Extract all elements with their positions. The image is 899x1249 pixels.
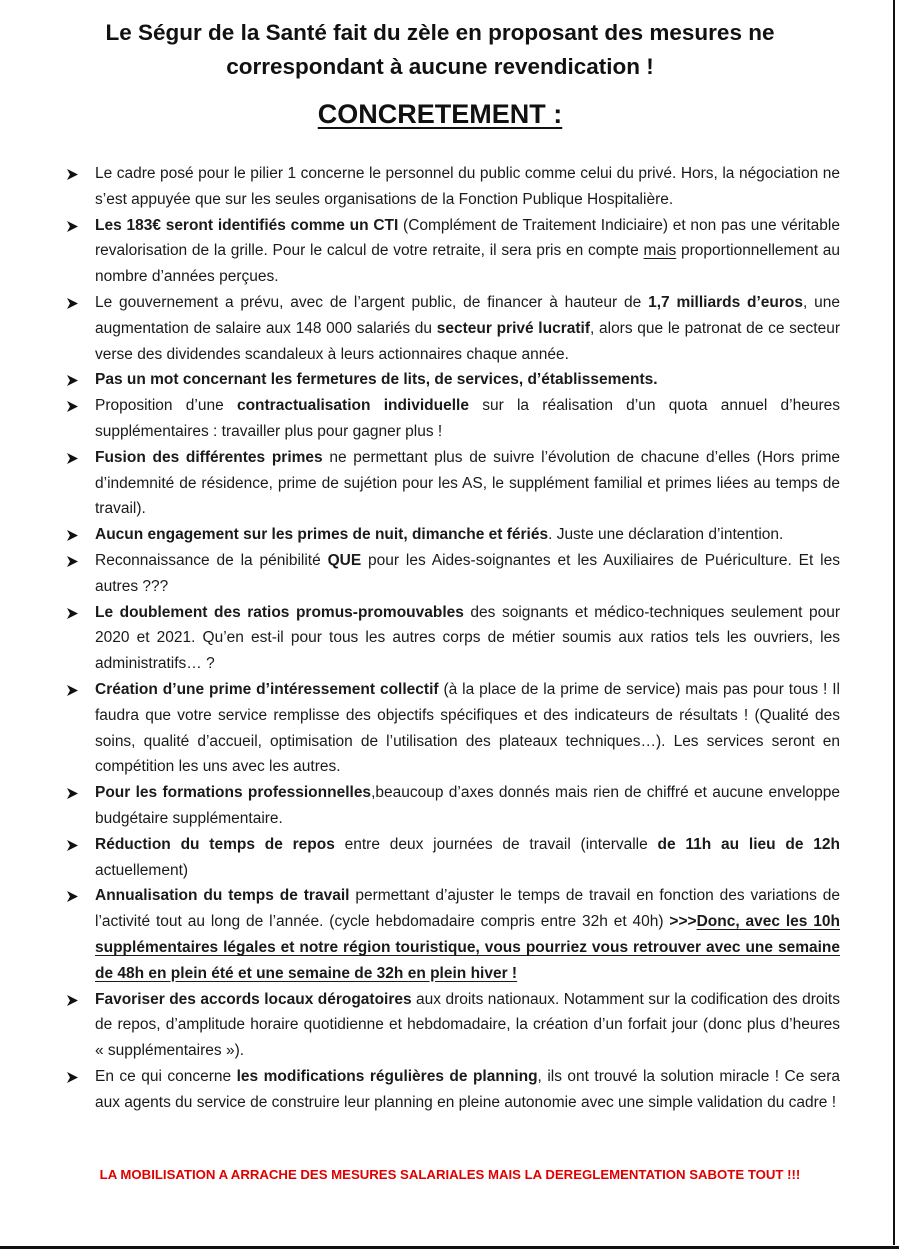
title-line-1: Le Ségur de la Santé fait du zèle en proposant des mesures ne: [105, 20, 775, 45]
item-text: aux droits nationaux. Notamment sur la codification des droits de repos, d’amplitude horaire quotidienne et hebdomadaire, la création d’un forfait jour (donc plus d’heures « supplémentaires »).: [95, 990, 840, 1060]
item-text: En ce qui concerne: [95, 1067, 237, 1085]
item-underlined-text: Donc, avec les 10h supplémentaires légales et notre région touristique, vous pourriez vous retrouver avec une semaine de 48h en plein été et une semaine de 32h en plein hiver !: [95, 913, 840, 982]
list-item: [60, 1064, 840, 1116]
item-text: des soignants et médico-techniques seulement pour 2020 et 2021. Qu’en est-il pour tous les autres corps de métier soumis aux ratios tels les ouvriers, les administratifs… ?: [95, 603, 840, 673]
item-text: , une augmentation de salaire aux 148 000 salariés du: [95, 293, 840, 337]
item-bold-text: Réduction du temps de repos: [95, 835, 335, 853]
item-bold-text: QUE: [327, 551, 362, 569]
arrowhead-bullet-icon: [67, 600, 83, 626]
arrowhead-bullet-icon: [67, 161, 83, 187]
item-text: Proposition d’une: [95, 397, 237, 415]
arrowhead-bullet-icon: [67, 290, 83, 316]
arrowhead-bullet-icon: [67, 393, 83, 419]
item-text: ne permettant plus de suivre l’évolution de chacune d’elles (Hors prime d’indemnité de résidence, prime de sujétion pour les AS, le supplément familial et primes liées au temps de travail).: [95, 448, 840, 518]
item-bold-text: secteur privé lucratif: [436, 319, 590, 337]
arrowhead-bullet-icon: [67, 1064, 83, 1090]
item-bold-text: Favoriser des accords locaux dérogatoires: [95, 990, 412, 1008]
item-text: (à la place de la prime de service) mais pas pour tous ! Il faudra que votre service remplisse des objectifs spécifiques et des indicateurs de résultats ! (Qualité des soins, qualité d’accueil, optimisation de l’utilisation des plateaux techniques…). Les services seront en compétition les uns avec les autres.: [95, 680, 840, 776]
list-item: [60, 445, 840, 522]
list-item: [60, 548, 840, 600]
list-item: [60, 161, 840, 213]
item-text: entre deux journées de travail (intervalle: [334, 835, 658, 853]
item-bold-text: Le doublement des ratios promus-promouvables: [95, 603, 464, 621]
item-text: sur la réalisation d’un quota annuel d’heures supplémentaires : travailler plus pour gagner plus !: [95, 397, 840, 440]
item-text: , ils ont trouvé la solution miracle ! Ce sera aux agents du service de construire leur planning en pleine autonomie avec une simple validation du cadre !: [95, 1067, 840, 1111]
document-title: [40, 16, 840, 84]
item-text: ,beaucoup d’axes donnés mais rien de chiffré et aucune enveloppe budgétaire supplémentaire.: [95, 784, 840, 827]
title-line-2: correspondant à aucune revendication !: [226, 54, 654, 79]
list-item: [60, 290, 840, 367]
list-item: [60, 522, 840, 548]
item-bold-text: Aucun engagement sur les primes de nuit, dimanche et fériés: [95, 526, 549, 544]
item-text: . Juste une déclaration d’intention.: [548, 526, 784, 544]
item-text: Reconnaissance de la pénibilité: [95, 551, 328, 569]
item-text: pour les Aides-soignantes et les Auxiliaires de Puériculture. Et les autres ???: [95, 551, 840, 595]
item-bold-text: les modifications régulières de planning: [236, 1067, 538, 1085]
arrowhead-bullet-icon: [67, 367, 83, 393]
arrowhead-bullet-icon: [67, 987, 83, 1013]
list-item: [60, 393, 840, 445]
item-underlined-text: mais: [643, 242, 677, 260]
list-item: [60, 677, 840, 780]
page-border-right: [893, 0, 895, 1245]
item-bold-text: Pour les formations professionnelles: [95, 784, 372, 802]
list-item: [60, 213, 840, 290]
item-text: Le cadre posé pour le pilier 1 concerne le personnel du public comme celui du privé. Hors, la négociation ne s’est appuyée que sur les seules organisations de la Fonction Publique Hospitalière.: [95, 165, 840, 208]
item-bold-text: 1,7 milliards d’euros: [648, 293, 803, 311]
item-bold-text: Pas un mot concernant les fermetures de lits, de services, d’établissements.: [95, 371, 658, 389]
bullet-list: [60, 161, 840, 1115]
item-bold-text: >>>: [669, 913, 697, 931]
item-bold-text: contractualisation individuelle: [236, 397, 469, 415]
arrowhead-bullet-icon: [67, 213, 83, 239]
footer-slogan: LA MOBILISATION A ARRACHE DES MESURES SALARIALES MAIS LA DEREGLEMENTATION SABOTE TOUT !!!: [99, 1167, 801, 1182]
item-bold-text: Création d’une prime d’intéressement collectif: [95, 680, 439, 698]
arrowhead-bullet-icon: [67, 780, 83, 806]
arrowhead-bullet-icon: [67, 445, 83, 471]
item-text: (Complément de Traitement Indiciaire) et non pas une véritable revalorisation de la grille. Pour le calcul de votre retraite, il sera pris en compte: [95, 216, 840, 260]
list-item: [60, 600, 840, 677]
arrowhead-bullet-icon: [67, 677, 83, 703]
item-text: permettant d’ajuster le temps de travail en fonction des variations de l’activité tout au long de l’année. (cycle hebdomadaire compris entre 32h et 40h): [95, 887, 840, 931]
list-item: [60, 987, 840, 1064]
item-bold-text: Les 183€ seront identifiés comme un CTI: [95, 216, 399, 234]
item-text: , alors que le patronat de ce secteur verse des dividendes scandaleux à leurs actionnaires chaque année.: [95, 319, 840, 363]
arrowhead-bullet-icon: [67, 522, 83, 548]
item-text: Le gouvernement a prévu, avec de l’argent public, de financer à hauteur de: [95, 293, 649, 311]
item-bold-text: Annualisation du temps de travail: [95, 887, 350, 905]
item-bold-text: Fusion des différentes primes: [95, 448, 323, 466]
list-item: [60, 367, 840, 393]
list-item: [60, 832, 840, 884]
item-text: proportionnellement au nombre d’années perçues.: [95, 242, 841, 286]
section-heading: CONCRETEMENT :: [317, 99, 563, 129]
item-bold-text: de 11h au lieu de 12h: [657, 835, 841, 853]
arrowhead-bullet-icon: [67, 548, 83, 574]
arrowhead-bullet-icon: [67, 883, 83, 909]
item-text: actuellement): [95, 861, 189, 879]
list-item: [60, 780, 840, 832]
arrowhead-bullet-icon: [67, 832, 83, 858]
list-item: [60, 883, 840, 986]
